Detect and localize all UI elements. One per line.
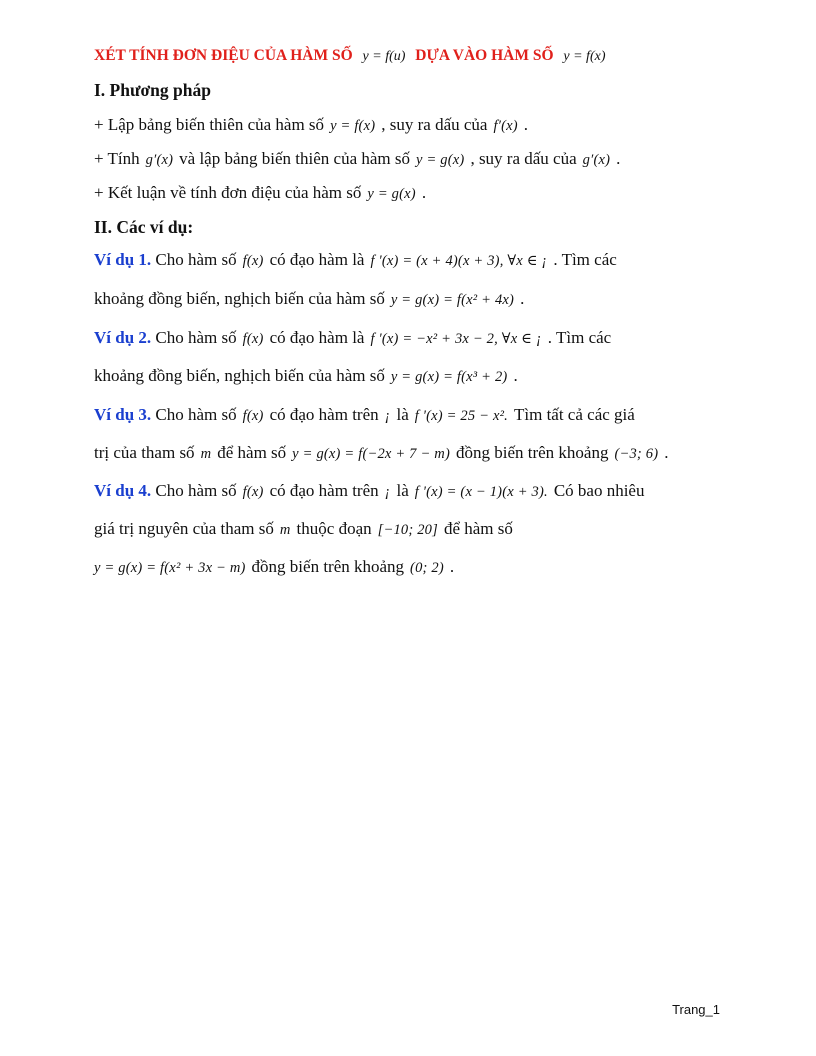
ex3-math-c: f '(x) = 25 − x². <box>414 408 508 424</box>
ex3-line2-text-b: để hàm số <box>217 443 287 462</box>
ex1-line2-end: . <box>520 289 525 308</box>
ex3-text-b: có đạo hàm trên <box>269 405 379 424</box>
method-step-2 <box>94 149 620 169</box>
example-4-line-2 <box>94 519 513 539</box>
step3-text-b: . <box>421 183 427 202</box>
ex3-line2-math-c: (−3; 6) <box>614 446 659 462</box>
page-title <box>94 47 754 65</box>
ex4-line3-text-a: đồng biến trên khoảng <box>251 557 405 576</box>
ex1-text-c: . Tìm các <box>553 250 617 269</box>
page-number: Trang_1 <box>672 1002 720 1017</box>
method-step-3 <box>94 183 426 203</box>
example-2-line-1 <box>94 328 611 348</box>
title-math-x: y = f(x) <box>563 49 606 64</box>
ex4-line2-math-a: m <box>279 522 291 538</box>
ex4-line2-text-a: giá trị nguyên của tham số <box>94 519 274 538</box>
step1-text-b: , suy ra dấu của <box>381 115 488 134</box>
step3-text-a: + Kết luận về tính đơn điệu của hàm số <box>94 183 362 202</box>
title-middle: DỰA VÀO HÀM SỐ <box>415 47 554 64</box>
step2-math-c: g′(x) <box>582 152 611 168</box>
ex3-line2-math-b: y = g(x) = f(−2x + 7 − m) <box>292 446 450 462</box>
ex2-math-b: f '(x) = −x² + 3x − 2, ∀x ∈ ¡ <box>370 331 542 347</box>
ex1-line2-text: khoảng đồng biến, nghịch biến của hàm số <box>94 289 385 308</box>
step2-text-c: , suy ra dấu của <box>470 149 577 168</box>
example-3-line-1 <box>94 405 635 425</box>
ex2-line2-text: khoảng đồng biến, nghịch biến của hàm số <box>94 366 385 385</box>
method-step-1 <box>94 115 528 135</box>
step2-math-a: g′(x) <box>145 152 174 168</box>
ex2-line2-math: y = g(x) = f(x³ + 2) <box>390 369 508 385</box>
example-4-line-1 <box>94 481 644 501</box>
example-1-line-1 <box>94 250 617 270</box>
ex2-text-b: có đạo hàm là <box>269 328 365 347</box>
section-heading-method: I. Phương pháp <box>94 80 211 100</box>
example-3-label: Ví dụ 3. <box>94 405 152 424</box>
step1-text-c: . <box>523 115 529 134</box>
ex4-line2-text-c: để hàm số <box>443 519 513 538</box>
ex1-line2-math: y = g(x) = f(x² + 4x) <box>390 292 515 308</box>
step1-math-a: y = f(x) <box>330 118 376 134</box>
ex3-text-d: Tìm tất cả các giá <box>513 405 635 424</box>
ex1-math-b: f '(x) = (x + 4)(x + 3), ∀x ∈ ¡ <box>370 253 548 269</box>
ex1-text-a: Cho hàm số <box>155 250 237 269</box>
ex4-text-a: Cho hàm số <box>155 481 237 500</box>
ex3-math-a: f(x) <box>242 408 264 424</box>
example-4-label: Ví dụ 4. <box>94 481 152 500</box>
ex4-line3-math-b: (0; 2) <box>410 560 444 576</box>
ex4-math-c: f '(x) = (x − 1)(x + 3). <box>414 484 548 500</box>
ex3-line2-text-c: đồng biến trên khoảng <box>455 443 609 462</box>
ex1-math-a: f(x) <box>242 253 264 269</box>
ex4-line2-math-b: [−10; 20] <box>377 522 438 538</box>
ex2-text-c: . Tìm các <box>547 328 612 347</box>
ex3-line2-end: . <box>664 443 669 462</box>
step2-text-a: + Tính <box>94 149 140 168</box>
step1-math-b: f′(x) <box>493 118 518 134</box>
ex3-line2-text-a: trị của tham số <box>94 443 195 462</box>
ex2-math-a: f(x) <box>242 331 264 347</box>
ex2-line2-end: . <box>513 366 518 385</box>
ex4-text-c: là <box>396 481 409 500</box>
step2-math-b: y = g(x) <box>416 152 465 168</box>
step2-text-d: . <box>616 149 621 168</box>
ex2-text-a: Cho hàm số <box>155 328 237 347</box>
step3-math-a: y = g(x) <box>367 186 416 202</box>
ex1-text-b: có đạo hàm là <box>269 250 365 269</box>
step2-text-b: và lập bảng biến thiên của hàm số <box>179 149 411 168</box>
section-heading-examples: II. Các ví dụ: <box>94 217 194 237</box>
step1-text-a: + Lập bảng biến thiên của hàm số <box>94 115 325 134</box>
example-2-line-2 <box>94 366 518 386</box>
example-3-line-2 <box>94 443 669 463</box>
ex3-text-a: Cho hàm số <box>155 405 237 424</box>
ex4-line3-end: . <box>449 557 455 576</box>
ex4-line2-text-b: thuộc đoạn <box>296 519 372 538</box>
title-prefix: XÉT TÍNH ĐƠN ĐIỆU CỦA HÀM SỐ <box>94 47 353 64</box>
ex4-math-a: f(x) <box>242 484 264 500</box>
ex3-line2-math-a: m <box>200 446 212 462</box>
ex4-text-d: Có bao nhiêu <box>553 481 645 500</box>
ex4-math-b: ¡ <box>384 484 391 500</box>
ex3-text-c: là <box>396 405 409 424</box>
example-1-line-2 <box>94 289 524 309</box>
ex4-text-b: có đạo hàm trên <box>269 481 379 500</box>
example-4-line-3 <box>94 557 454 577</box>
example-1-label: Ví dụ 1. <box>94 250 152 269</box>
ex3-math-b: ¡ <box>384 408 391 424</box>
title-math-u: y = f(u) <box>362 49 406 64</box>
example-2-label: Ví dụ 2. <box>94 328 152 347</box>
ex4-line3-math-a: y = g(x) = f(x² + 3x − m) <box>94 560 246 576</box>
